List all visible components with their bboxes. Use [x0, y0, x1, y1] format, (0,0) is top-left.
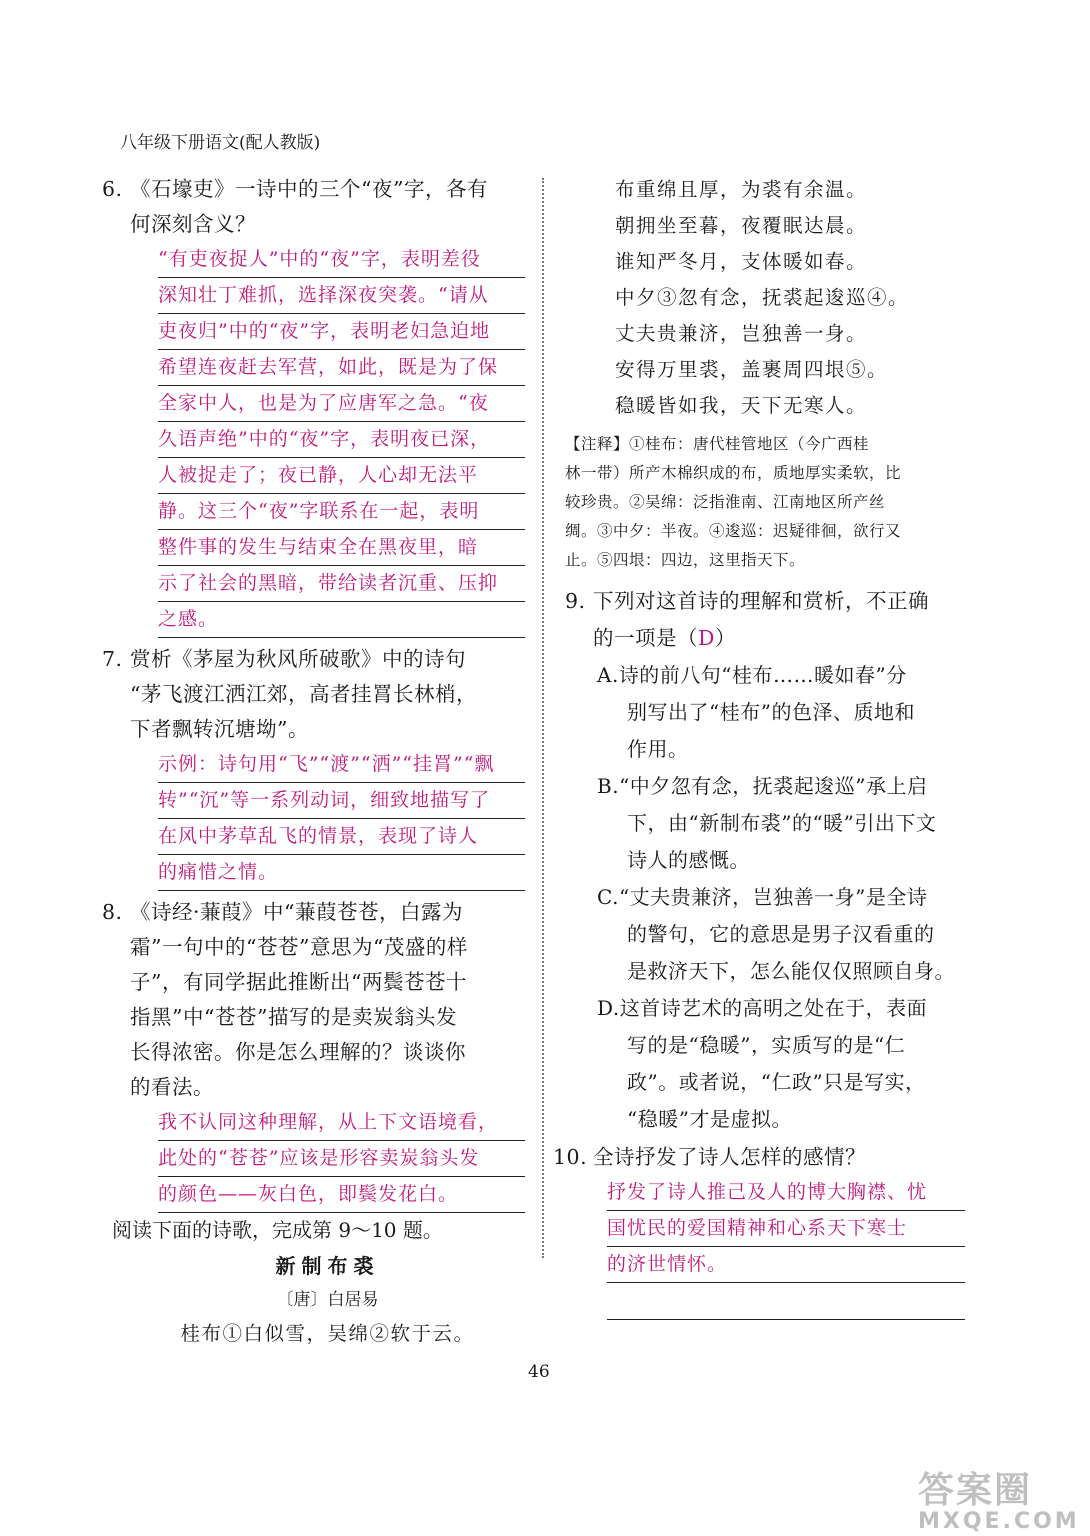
reading-instruction: 阅读下面的诗歌，完成第 9～10 题。: [112, 1218, 443, 1242]
question-10: [553, 1140, 965, 1175]
question-9: [565, 583, 965, 657]
answer-line: 全家中人，也是为了应唐军之急。“夜: [158, 386, 525, 422]
answer-line: 抒发了诗人推己及人的博大胸襟、忧: [607, 1175, 965, 1211]
option-label: D.: [597, 996, 620, 1020]
poem-line: 稳暖皆如我，天下无寒人。: [615, 394, 868, 417]
answer-line: 在风中茅草乱飞的情景，表现了诗人: [158, 819, 525, 855]
answer-line: 希望连夜赶去军营，如此，既是为了保: [158, 350, 525, 386]
answer-9: D: [698, 626, 715, 650]
answer-10: [607, 1175, 965, 1320]
answer-line: 整件事的发生与结束全在黑夜里，暗: [158, 530, 525, 566]
option-text: “稳暖”才是虚拟。: [627, 1107, 792, 1131]
option-text: “丈夫贵兼济，岂独善一身”是全诗: [618, 885, 928, 909]
option-a: [565, 657, 965, 768]
option-text: 诗人的感慨。: [627, 848, 750, 872]
question-text: “茅飞渡江洒江郊，高者挂罥长林梢，: [130, 682, 477, 706]
question-number: 9.: [565, 589, 586, 613]
answer-line: 静。这三个“夜”字联系在一起，表明: [158, 494, 525, 530]
question-text: 长得浓密。你是怎么理解的？谈谈你: [130, 1040, 466, 1064]
option-label: A.: [597, 663, 619, 687]
answer-line: 示了社会的黑暗，带给读者沉重、压抑: [158, 566, 525, 602]
page-header: 八年级下册语文(配人教版): [120, 133, 321, 153]
answer-line: 的济世情怀。: [607, 1247, 965, 1283]
answer-8: [158, 1105, 525, 1213]
option-label: C.: [597, 885, 619, 909]
option-text: 诗的前八句“桂布……暖如春”分: [618, 663, 907, 687]
question-text: 下者飘转沉塘坳”。: [130, 717, 309, 741]
option-text: 是救济天下，怎么能仅仅照顾自身。: [627, 959, 955, 983]
question-6: [102, 172, 525, 242]
question-8: [102, 895, 525, 1105]
watermark-logo: [918, 1462, 1080, 1534]
poem-line: 安得万里裘，盖裹周四垠⑤。: [615, 358, 889, 381]
poem-title: 新制布裘: [275, 1254, 380, 1278]
page-number: 46: [528, 1362, 550, 1382]
answer-line: 之感。: [158, 602, 525, 638]
question-number: 7.: [102, 647, 123, 671]
option-label: B.: [597, 774, 620, 798]
poem-notes: [565, 430, 965, 575]
blank-answer-line: [607, 1283, 965, 1320]
question-text: 霜”一句中的“苍苍”意思为“茂盛的样: [130, 935, 468, 959]
question-7: [102, 642, 525, 747]
answer-line: 久语声绝”中的“夜”字，表明夜已深，: [158, 422, 525, 458]
option-b: [565, 768, 965, 879]
answer-line: 的颜色——灰白色，即鬓发花白。: [158, 1177, 525, 1213]
right-column: [553, 172, 965, 1320]
answer-line: 人被捉走了；夜已静，人心却无法平: [158, 458, 525, 494]
question-text: 赏析《茅屋为秋风所破歌》中的诗句: [130, 647, 466, 671]
answer-line: 示例：诗句用“飞”“渡”“洒”“挂罥”“飘: [158, 747, 525, 783]
answer-line: 此处的“苍苍”应该是形容卖炭翁头发: [158, 1141, 525, 1177]
note-line: 绸。③中夕：半夜。④逡巡：迟疑徘徊，欲行又: [565, 522, 902, 540]
question-text: 指黑”中“苍苍”描写的是卖炭翁头发: [130, 1005, 457, 1029]
option-text: 政”。或者说，“仁政”只是写实，: [627, 1070, 926, 1094]
option-c: [565, 879, 965, 990]
question-text: ）: [714, 626, 736, 650]
question-number: 6.: [102, 177, 123, 201]
question-text: 的一项是（: [593, 626, 698, 650]
question-text: 《诗经·蒹葭》中“蒹葭苍苍，白露为: [130, 900, 463, 924]
poem-line: 朝拥坐至暮，夜覆眠达晨。: [615, 214, 868, 237]
question-text: 的看法。: [130, 1075, 214, 1099]
option-d: [565, 990, 965, 1138]
option-text: 下，由“新制布裘”的“暖”引出下文: [627, 811, 937, 835]
answer-line: 我不认同这种理解，从上下文语境看，: [158, 1105, 525, 1141]
poem-line: 桂布①白似雪，吴绵②软于云。: [180, 1322, 475, 1345]
poem-line: 谁知严冬月，支体暖如春。: [615, 250, 868, 273]
question-number: 10.: [553, 1145, 588, 1169]
answer-6: [158, 242, 525, 638]
poem-author: 〔唐〕白居易: [276, 1290, 379, 1310]
question-number: 8.: [102, 900, 123, 924]
poem-line: 丈夫贵兼济，岂独善一身。: [615, 322, 868, 345]
question-text: 子”，有同学据此推断出“两鬓苍苍十: [130, 970, 467, 994]
option-text: 别写出了“桂布”的色泽、质地和: [627, 700, 915, 724]
option-text: 的警句，它的意思是男子汉看重的: [627, 922, 935, 946]
answer-line: 吏夜归”中的“夜”字，表明老妇急迫地: [158, 314, 525, 350]
question-text: 《石壕吏》一诗中的三个“夜”字，各有: [130, 177, 488, 201]
option-text: 写的是“稳暖”，实质写的是“仁: [627, 1033, 906, 1057]
option-text: “中夕忽有念，抚裘起逡巡”承上启: [619, 774, 928, 798]
column-divider: [542, 178, 544, 1258]
poem-line: 布重绵且厚，为裘有余温。: [615, 178, 868, 201]
answer-7: [158, 747, 525, 891]
answer-line: “有吏夜捉人”中的“夜”字，表明差役: [158, 242, 525, 278]
watermark-url: MXQE.COM: [918, 1509, 1080, 1534]
option-text: 这首诗艺术的高明之处在于，表面: [619, 996, 928, 1020]
note-line: 林一带）所产木棉织成的布，质地厚实柔软，比: [565, 464, 902, 482]
answer-line: 转”“沉”等一系列动词，细致地描写了: [158, 783, 525, 819]
note-line: 较珍贵。②吴绵：泛指淮南、江南地区所产丝: [565, 493, 886, 511]
note-line: 止。⑤四垠：四边，这里指天下。: [565, 551, 806, 569]
answer-line: 的痛惜之情。: [158, 855, 525, 891]
answer-line: 国忧民的爱国精神和心系天下寒士: [607, 1211, 965, 1247]
option-text: 作用。: [627, 737, 689, 761]
question-text: 何深刻含义？: [130, 212, 256, 236]
answer-line: 深知壮丁难抓，选择深夜突袭。“请从: [158, 278, 525, 314]
left-column: [102, 172, 525, 1352]
note-line: 【注释】①桂布：唐代桂管地区（今广西桂: [565, 435, 870, 453]
question-text: 下列对这首诗的理解和赏析，不正确: [593, 589, 929, 613]
question-text: 全诗抒发了诗人怎样的感情？: [593, 1145, 866, 1169]
watermark-text: 答案圈: [918, 1470, 1033, 1511]
poem-line: 中夕③忽有念，抚裘起逡巡④。: [615, 286, 910, 309]
